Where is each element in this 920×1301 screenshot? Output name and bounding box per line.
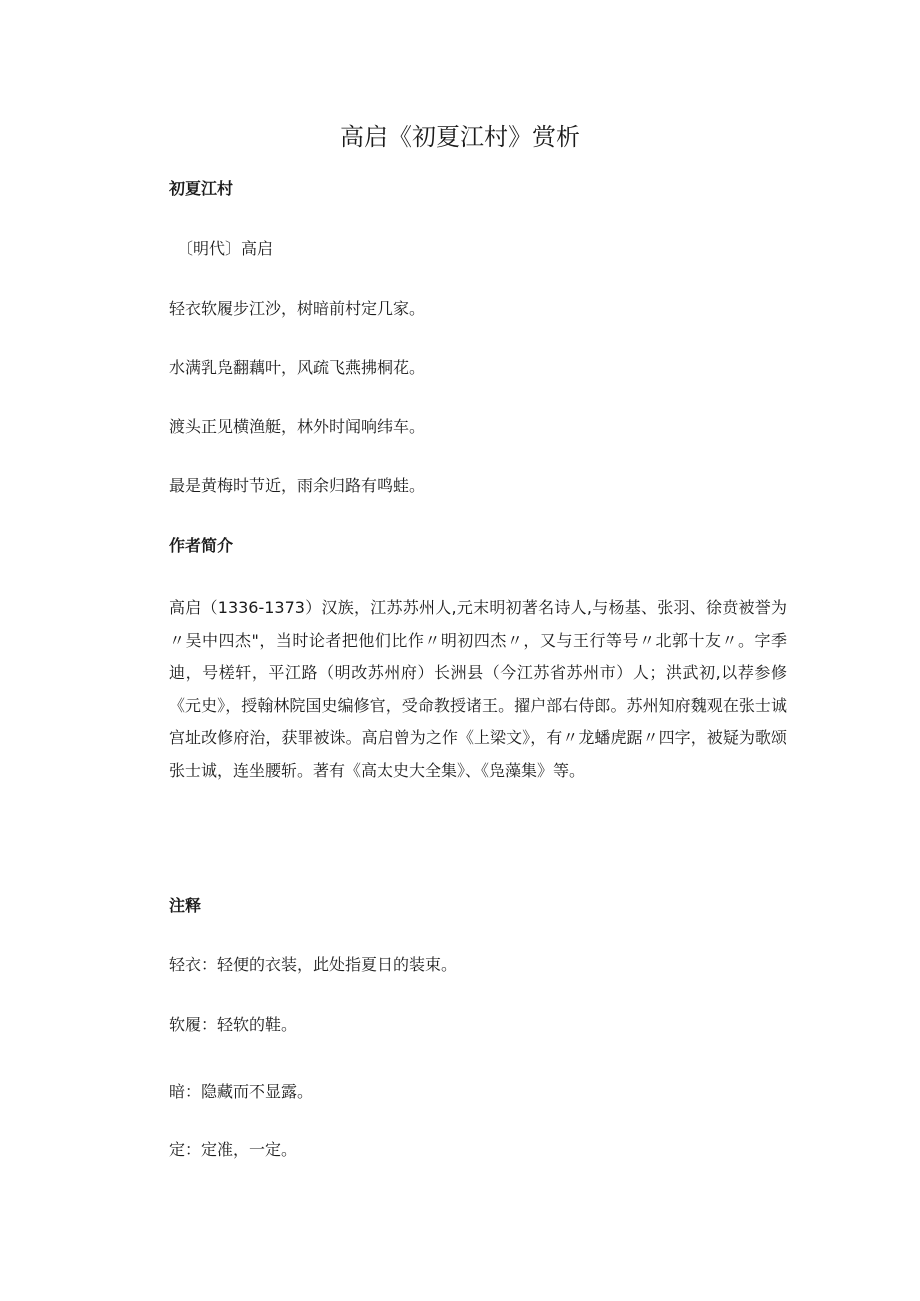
- poem-line-1: 轻衣软履步江沙，树暗前村定几家。: [169, 299, 426, 318]
- poem-line-3: 渡头正见横渔艇，林外时闻响纬车。: [169, 417, 426, 436]
- author-bio: 高启（1336-1373）汉族，江苏苏州人,元末明初著名诗人,与杨基、张羽、徐贲被誉为〃吴中四杰"，当时论者把他们比作〃明初四杰〃，又与王行等号〃北郭十友〃。字季迪，号槎轩，平江路（明改苏州府）长洲县（今江苏省苏州市）人；洪武初,以荐参修《元史》，授翰林院国史编修官，受命教授诸王。擢户部右侍郎。苏州知府魏观在张士诚宫址改修府治，获罪被诛。高启曾为之作《上梁文》，有〃龙蟠虎踞〃四字，被疑为歌颂张士诚，连坐腰斩。著有《高太史大全集》、《凫藻集》等。: [169, 598, 787, 780]
- notes-heading: 注释: [169, 896, 202, 915]
- note-item-3: 暗：隐藏而不显露。: [169, 1082, 314, 1101]
- page-title: 高启《初夏江村》赏析: [340, 123, 580, 151]
- author-heading: 作者简介: [169, 536, 234, 555]
- poem-heading: 初夏江村: [169, 179, 234, 198]
- note-item-2: 软履：轻软的鞋。: [169, 1015, 298, 1034]
- note-item-1: 轻衣：轻便的衣装，此处指夏日的装束。: [169, 955, 458, 974]
- poem-author: 〔明代〕高启: [177, 239, 274, 258]
- poem-line-4: 最是黄梅时节近，雨余归路有鸣蛙。: [169, 476, 426, 495]
- poem-line-2: 水满乳凫翻藕叶，风疏飞燕拂桐花。: [169, 358, 426, 377]
- note-item-4: 定：定准，一定。: [169, 1140, 298, 1159]
